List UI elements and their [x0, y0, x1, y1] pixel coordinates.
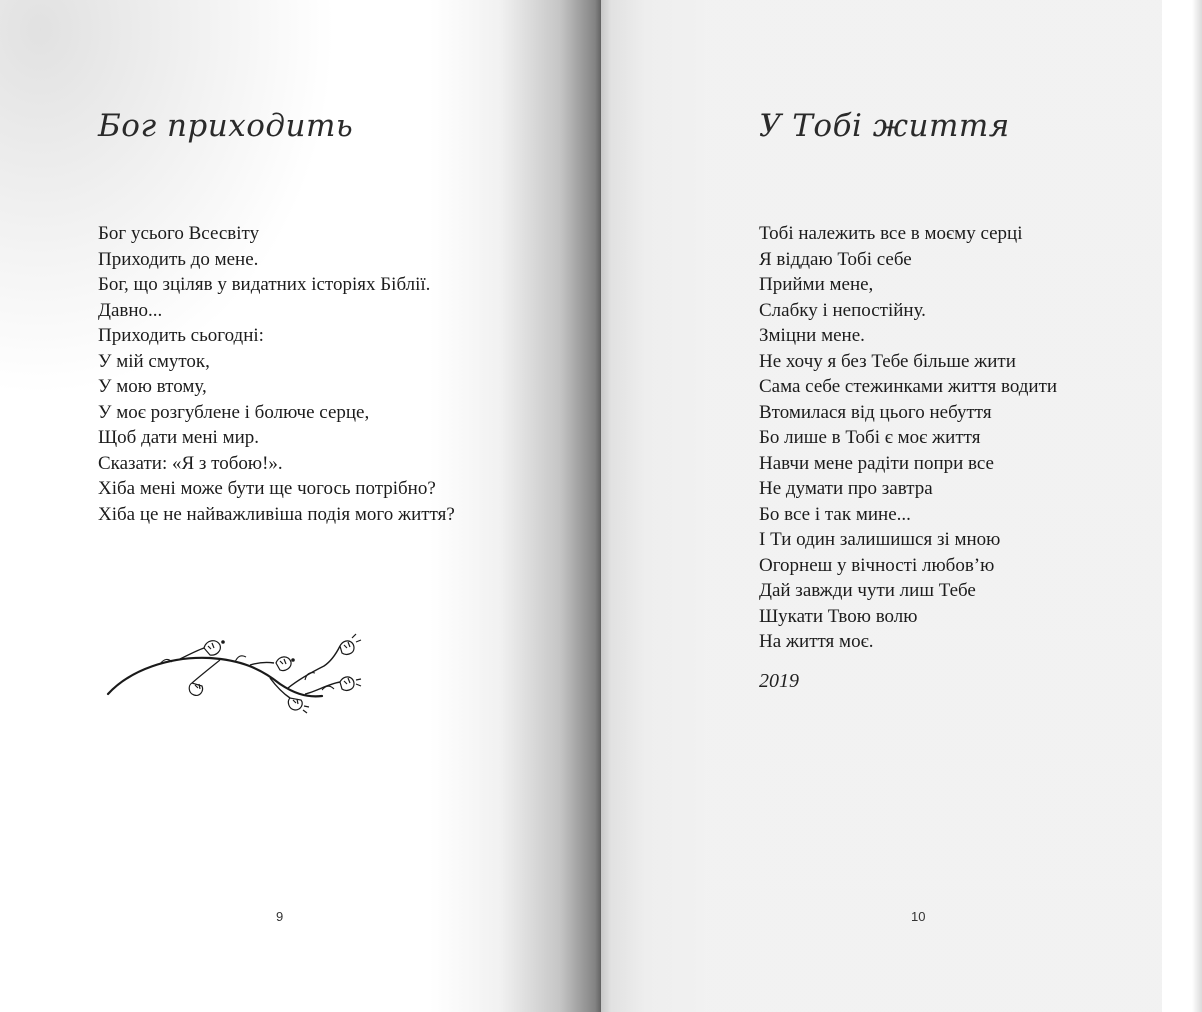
left-poem — [98, 221, 455, 527]
poem-line: Прийми мене, — [759, 274, 874, 295]
poem-line: Зміцни мене. — [759, 325, 865, 346]
poem-line: Шукати Твою волю — [759, 605, 918, 627]
poem-line: Бо лише в Тобі є моє життя — [759, 427, 981, 448]
poem-line: Слабку і непостійну. — [759, 299, 926, 321]
poem-line: Тобі належить все в моєму серці — [759, 223, 1023, 244]
right-poem — [759, 221, 1057, 655]
right-page-number: 10 — [911, 909, 926, 924]
poem-line: У мою втому, — [98, 376, 207, 397]
poem-line: Бог усього Всесвіту — [98, 223, 260, 244]
poem-line: Приходить до мене. — [98, 248, 259, 270]
right-page — [601, 0, 1202, 1012]
poem-line: Я віддаю Тобі себе — [759, 248, 912, 270]
poem-line: Не думати про завтра — [759, 478, 933, 499]
poem-line: Дай завжди чути лиш Тебе — [759, 580, 976, 601]
poem-line: Хіба це не найважливіша подія мого життя? — [98, 503, 455, 525]
poem-line: Давно... — [98, 299, 163, 321]
poem-line: Хіба мені може бути ще чогось потрібно? — [98, 478, 436, 499]
poem-line: Бог, що зціляв у видатних історіях Біблії. — [98, 274, 431, 295]
poem-line: На життя моє. — [759, 631, 874, 652]
poem-line: Бо все і так мине... — [759, 503, 911, 525]
poem-line: Щоб дати мені мир. — [98, 427, 260, 448]
poem-line: У моє розгублене і болюче серце, — [98, 401, 370, 423]
page-edge-shadow — [1192, 0, 1202, 1012]
poem-line: Втомилася від цього небуття — [759, 401, 992, 423]
poem-line: І Ти один залишишся зі мною — [759, 529, 1001, 550]
left-page-number: 9 — [276, 909, 284, 924]
poem-line: Приходить сьогодні: — [98, 325, 264, 346]
poem-line: Навчи мене радіти попри все — [759, 452, 994, 474]
poem-line: Сама себе стежинками життя водити — [759, 376, 1058, 397]
poem-year: 2019 — [759, 670, 799, 692]
poem-line: У мій смуток, — [98, 350, 210, 372]
left-page-title: Бог приходить — [98, 108, 354, 144]
poem-line: Сказати: «Я з тобою!». — [98, 452, 283, 474]
floral-branch-icon — [100, 628, 370, 714]
poem-line: Не хочу я без Тебе більше жити — [759, 350, 1016, 372]
poem-line: Огорнеш у вічності любов’ю — [759, 554, 995, 576]
right-page-title: У Тобі життя — [759, 108, 1010, 144]
